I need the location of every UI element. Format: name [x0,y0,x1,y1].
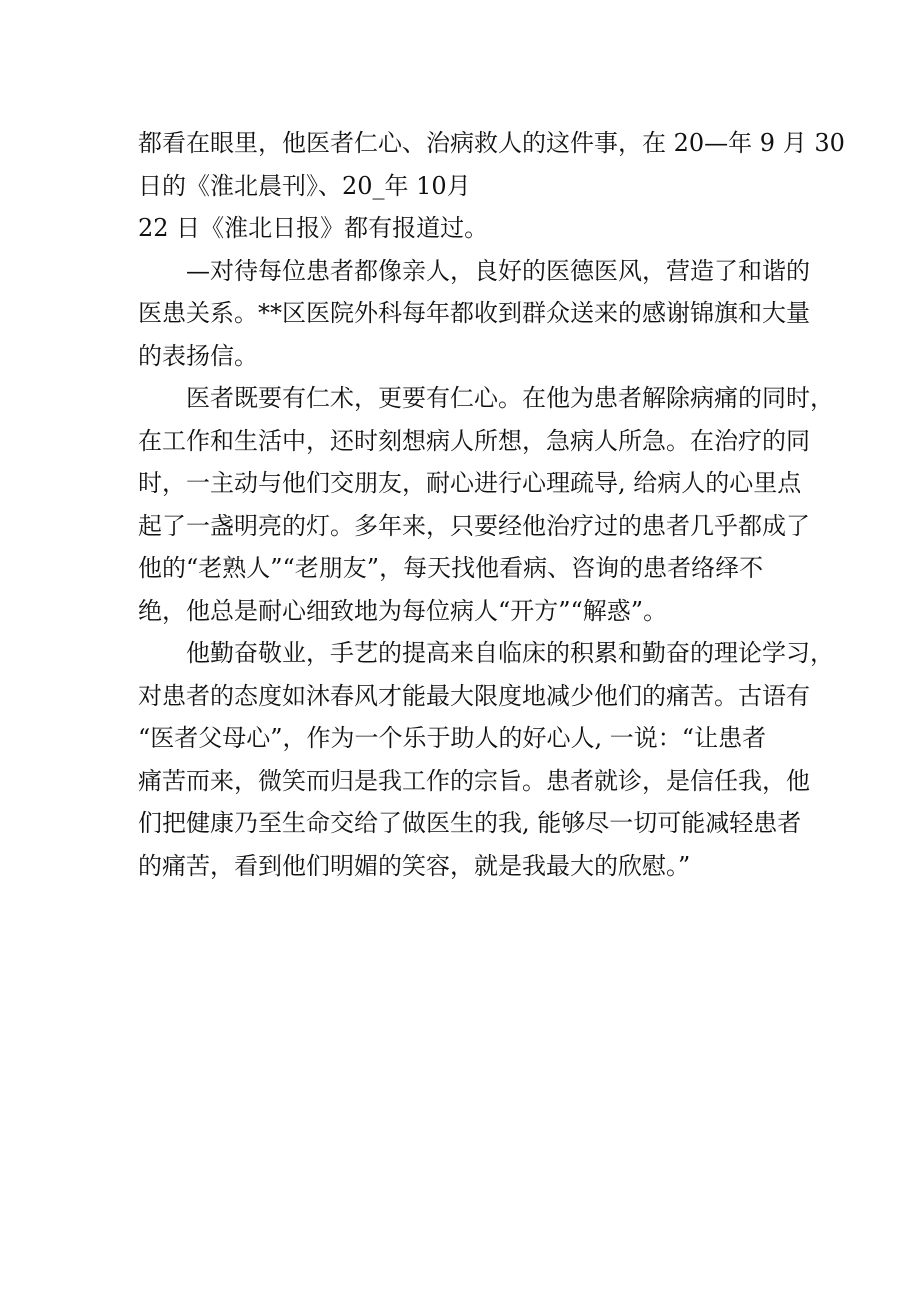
text-line: 医者既要有仁术，更要有仁心。在他为患者解除病痛的同时， [186,384,834,412]
text-line: 日的《淮北晨刊》、20_年 10月 [138,171,471,200]
text-line: 都看在眼里，他医者仁心、治病救人的这件事，在 20—年 9 月 30 [138,129,845,157]
text-line: 他的“老熟人”“老朋友”，每天找他看病、咨询的患者络绎不 [138,554,764,582]
text-line: 痛苦而来，微笑而归是我工作的宗旨。患者就诊，是信任我，他 [138,766,810,795]
text-line: 对患者的态度如沐春风才能最大限度地减少他们的痛苦。古语有 [138,681,810,710]
text-line: —对待每位患者都像亲人，良好的医德医风，营造了和谐的 [186,256,810,285]
paragraph-doctor-patient-relations [138,250,810,378]
document-body [138,122,845,887]
text-line: 们把健康乃至生命交给了做医生的我, 能够尽一切可能减轻患者 [138,809,802,837]
paragraph-news-reports [138,122,845,250]
text-line: “医者父母心”，作为一个乐于助人的好心人, 一说：“让患者 [138,724,767,752]
text-line: 他勤奋敬业，手艺的提高来自临床的积累和勤奋的理论学习， [186,639,834,667]
paragraph-diligence-quote [138,632,834,887]
text-line: 起了一盏明亮的灯。多年来，只要经他治疗过的患者几乎都成了 [138,511,810,540]
text-line: 时，一主动与他们交朋友，耐心进行心理疏导, 给病人的心里点 [138,469,802,497]
text-line: 的痛苦，看到他们明媚的笑容，就是我最大的欣慰。” [138,851,691,880]
paragraph-benevolent-heart [138,377,834,632]
text-line: 的表扬信。 [138,341,258,370]
text-line: 医患关系。**区医院外科每年都收到群众送来的感谢锦旗和大量 [138,299,810,327]
text-line: 在工作和生活中，还时刻想病人所想，急病人所急。在治疗的同 [138,426,810,455]
text-line: 22 日《淮北日报》都有报道过。 [138,214,489,242]
text-line: 绝，他总是耐心细致地为每位病人“开方”“解惑”。 [138,596,668,625]
